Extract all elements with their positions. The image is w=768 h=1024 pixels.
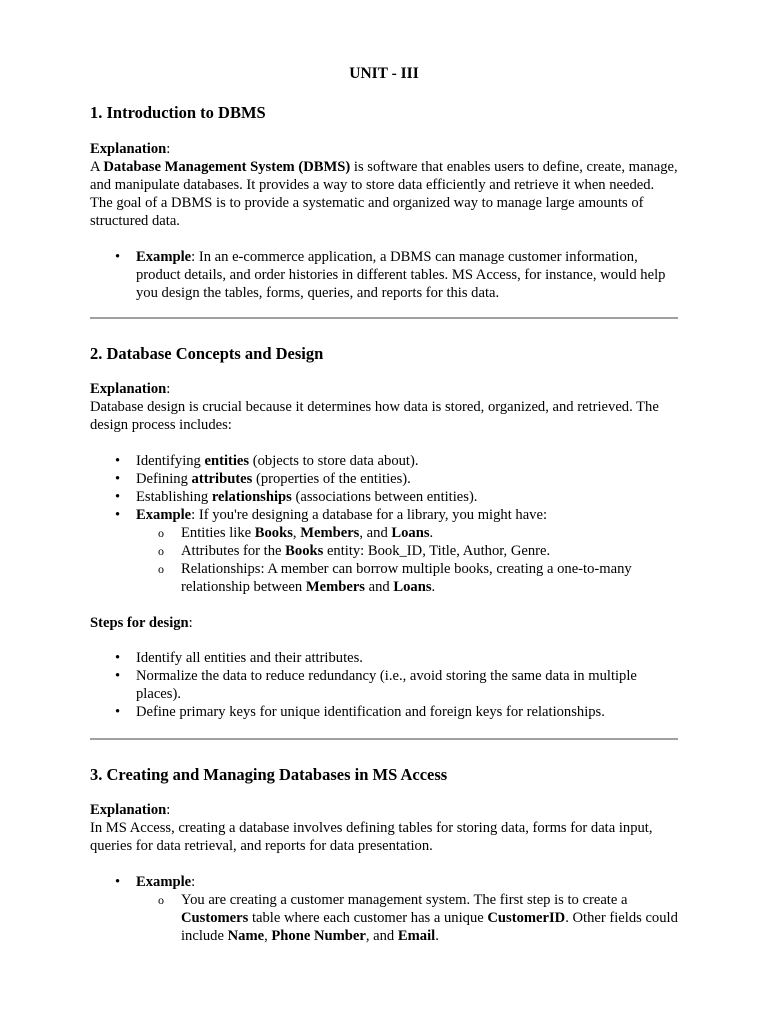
explanation-text-3: In MS Access, creating a database involves defining tables for storing data, forms for data input, queries for data retrieval, and reports for data presentation.	[90, 820, 653, 854]
explanation-label-1: Explanation:	[90, 141, 171, 157]
document-page	[90, 64, 678, 945]
page-title: UNIT - III	[349, 65, 419, 82]
section-heading-2: 2. Database Concepts and Design	[90, 344, 324, 363]
list-item: • Example: In an e-commerce application, a DBMS can manage customer information, product details, and order histories in different tables. MS Access, for instance, would help you design the tables, forms, queries, and reports for this data.	[136, 248, 678, 302]
section-heading-3: 3. Creating and Managing Databases in MS Access	[90, 765, 448, 784]
example-list-3	[90, 873, 678, 945]
customer-example-sublist	[136, 891, 678, 945]
explanation-text-2: Database design is crucial because it determines how data is stored, organized, and retrieved. The design process includes:	[90, 399, 659, 433]
list-item: o Relationships: A member can borrow multiple books, creating a one-to-many relationship between Members and Loans.	[181, 560, 678, 596]
list-item: • Identify all entities and their attributes.	[136, 649, 678, 667]
section-heading-1: 1. Introduction to DBMS	[90, 103, 266, 122]
explanation-label-2: Explanation:	[90, 381, 171, 397]
list-item: • Example: If you're designing a database for a library, you might have: o Entities like Books, Members, and Loans. o Attributes for the Books entity: Book_ID, Title, Author, Genre. o Relationships: A member can borrow multiple books, creating a one-to-many relationship between Members and Loans.	[136, 506, 678, 596]
list-item: o Entities like Books, Members, and Loans.	[181, 524, 678, 542]
list-item: • Establishing relationships (associations between entities).	[136, 488, 678, 506]
list-item: • Define primary keys for unique identification and foreign keys for relationships.	[136, 703, 678, 721]
explanation-label-3: Explanation:	[90, 802, 171, 818]
library-example-sublist	[136, 524, 678, 596]
steps-label: Steps for design:	[90, 615, 193, 631]
list-item: o Attributes for the Books entity: Book_ID, Title, Author, Genre.	[181, 542, 678, 560]
design-process-list	[90, 452, 678, 596]
list-item: • Defining attributes (properties of the entities).	[136, 470, 678, 488]
explanation-text-1: A Database Management System (DBMS) is software that enables users to define, create, manage, and manipulate databases. It provides a way to store data efficiently and retrieve it when needed. The goal of a DBMS is to provide a systematic and organized way to manage large amounts of structured data.	[90, 159, 678, 229]
list-item: o You are creating a customer management system. The first step is to create a Customers table where each customer has a unique CustomerID. Other fields could include Name, Phone Number, and Email.	[181, 891, 678, 945]
list-item: • Normalize the data to reduce redundancy (i.e., avoid storing the same data in multiple places).	[136, 667, 678, 703]
list-item: • Example: o You are creating a customer management system. The first step is to create a Customers table where each customer has a unique CustomerID. Other fields could include Name, Phone Number, and Email.	[136, 873, 678, 945]
example-list-1	[90, 248, 678, 302]
steps-list	[90, 649, 678, 721]
list-item: • Identifying entities (objects to store data about).	[136, 452, 678, 470]
